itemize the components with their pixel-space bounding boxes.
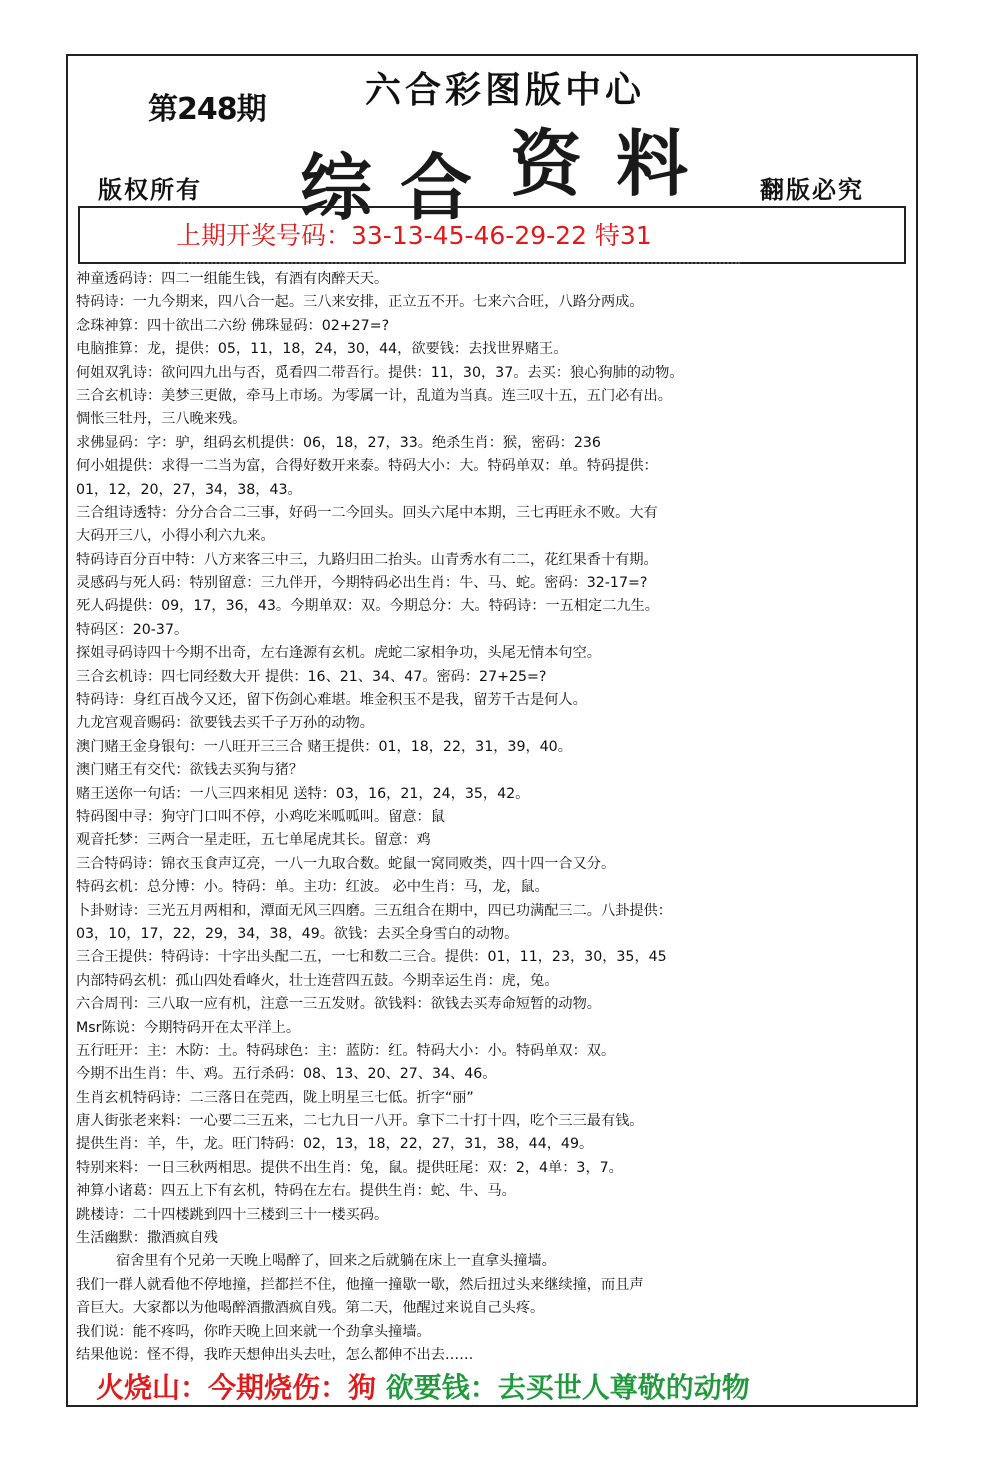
- last-result-text: 上期开奖号码：33-13-45-46-29-22 特31: [176, 221, 652, 250]
- content-line: 电脑推算：龙，提供：05，11，18，24，30，44，欲要钱：去找世界赌王。: [76, 341, 568, 358]
- content-line: 特别来料：一日三秋两相思。提供不出生肖：兔，鼠。提供旺尾：双：2，4单：3，7。: [76, 1159, 623, 1176]
- content-line: 结果他说：怪不得，我昨天想伸出头去吐，怎么都伸不出去……: [76, 1346, 474, 1363]
- piracy-warning-tag: 翻版必究: [760, 175, 864, 204]
- content-line: 唐人街张老来料：一心要二三五来，二七九日一八开。拿下二十打十四，吃个三三最有钱。: [76, 1113, 644, 1130]
- content-line: 音巨大。大家都以为他喝醉酒撒酒疯自残。第二天，他醒过来说自己头疼。: [76, 1300, 545, 1317]
- content-line: 生肖玄机特码诗：二三落日在莞西，陇上明星三七低。折字“丽”: [76, 1089, 474, 1106]
- content-line: 宿舍里有个兄弟一天晚上喝醉了，回来之后就躺在床上一直拿头撞墙。: [116, 1253, 556, 1270]
- content-line: 三合玄机诗：美梦三更做，牵马上市场。为零属一计，乱道为当真。连三叹十五，五门必有出。: [76, 387, 672, 404]
- content-line: 生活幽默：撒酒疯自残: [76, 1230, 218, 1247]
- footer-red-text: 火烧山：今期烧伤：狗: [96, 1371, 377, 1404]
- divider: [180, 262, 740, 266]
- content-line: 特码诗百分百中特：八方来客三中三，九路归田二抬头。山青秀水有二二，花红果香十有期。: [76, 551, 658, 568]
- big-title-char-1: 综: [300, 145, 373, 230]
- big-title-char-2: 合: [400, 145, 473, 230]
- footer-green-text: 欲要钱：去买世人尊敬的动物: [385, 1371, 750, 1404]
- content-line: 求佛显码：字：驴，组码玄机提供：06，18，27，33。绝杀生肖：猴，密码：236: [76, 434, 601, 451]
- content-line: 九龙宫观音赐码：欲要钱去买千子万孙的动物。: [76, 715, 374, 732]
- content-line: 03，10，17，22，29，34，38，49。欲钱：去买全身雪白的动物。: [76, 925, 519, 942]
- content-line: 五行旺开：主：木防：土。特码球色：主：蓝防：红。特码大小：小。特码单双：双。: [76, 1042, 616, 1059]
- content-line: 澳门赌王金身银句：一八旺开三三合 赌王提供：01，18，22，31，39，40。: [76, 738, 572, 755]
- content-line: 死人码提供：09，17，36，43。今期单双：双。今期总分：大。特码诗：一五相定二九生。: [76, 598, 659, 615]
- content-line: 特码玄机：总分博：小。特码：单。主功：红波。 必中生肖：马，龙，鼠。: [76, 879, 549, 896]
- content-line: 01，12，20，27，34，38，43。: [76, 481, 302, 498]
- content-line: 我们说：能不疼吗，你昨天晚上回来就一个劲拿头撞墙。: [76, 1323, 431, 1340]
- content-line: 特码区：20-37。: [76, 621, 189, 638]
- content-line: 跳楼诗：二十四楼跳到四十三楼到三十一楼买码。: [76, 1206, 389, 1223]
- copyright-tag: 版权所有: [98, 175, 202, 204]
- content-line: 三合特码诗：锦衣玉食声辽亮，一八一九取合数。蛇鼠一窝同败类，四十四一合又分。: [76, 855, 616, 872]
- content-line: 灵感码与死人码：特别留意：三九伴开，今期特码必出生肖：牛、马、蛇。密码：32-17=?: [76, 575, 648, 592]
- content-line: 提供生肖：羊，牛，龙。旺门特码：02，13，18，22，27，31，38，44，49。: [76, 1136, 594, 1153]
- content-line: 三合王提供：特码诗：十字出头配二五，一七和数二三合。提供：01，11，23，30，35，45: [76, 949, 667, 966]
- content-line: 大码开三八，小得小利六九来。: [76, 528, 275, 545]
- content-line: 特码诗：一九今期来，四八合一起。三八来安排，正立五不开。七来六合旺，八路分两成。: [76, 294, 644, 311]
- content-body: [76, 268, 912, 1367]
- content-line: 三合组诗透特：分分合合二三事，好码一二今回头。回头六尾中本期，三七再旺永不败。大有: [76, 504, 658, 521]
- big-title-char-3: 资: [510, 121, 583, 206]
- content-line: 卜卦财诗：三光五月两相和，潭面无风三四磨。三五组合在期中，四已功满配三二。八卦提供：: [76, 902, 672, 919]
- content-line: 观音托梦：三两合一星走旺，五七单尾虎其长。留意：鸡: [76, 832, 431, 849]
- content-line: 惆怅三牡丹，三八晚来残。: [76, 411, 247, 428]
- content-line: 内部特码玄机：孤山四处看峰火，壮士连营四五鼓。今期幸运生肖：虎，兔。: [76, 972, 559, 989]
- content-line: 特码诗：身红百战今又还，留下伤剑心难堪。堆金积玉不是我，留芳千古是何人。: [76, 692, 587, 709]
- content-line: 三合玄机诗：四七同经数大开 提供：16、21、34、47。密码：27+25=?: [76, 668, 547, 685]
- content-line: 特码图中寻：狗守门口叫不停，小鸡吃米呱呱叫。留意：鼠: [76, 808, 445, 825]
- content-line: 六合周刊：三八取一应有机，注意一三五发财。欲钱料：欲钱去买寿命短暂的动物。: [76, 996, 601, 1013]
- content-line: 神算小诸葛：四五上下有玄机，特码在左右。提供生肖：蛇、牛、马。: [76, 1183, 516, 1200]
- center-title: 六合彩图版中心: [365, 69, 646, 111]
- content-line: 神童透码诗：四二一组能生钱，有酒有肉醉天天。: [76, 271, 389, 287]
- content-line: 何姐双乳诗：欲问四九出与否，觅看四二带吾行。提供：11，30，37。去买：狼心狗肺的动物。: [76, 364, 684, 381]
- content-line: 念珠神算：四十欲出二六纷 佛珠显码：02+27=?: [76, 317, 390, 334]
- footer-banner: [96, 1366, 750, 1406]
- content-line: Msr陈说：今期特码开在太平洋上。: [76, 1019, 301, 1036]
- big-title-char-4: 料: [616, 121, 689, 206]
- issue-number: 第248期: [148, 92, 266, 127]
- big-title: [300, 112, 720, 230]
- content-line: 澳门赌王有交代：欲钱去买狗与猪？: [76, 762, 304, 779]
- content-line: 何小姐提供：求得一二当为富，合得好数开来泰。特码大小：大。特码单双：单。特码提供：: [76, 458, 658, 475]
- content-line: 赌王送你一句话：一八三四来相见 送特：03，16，21，24，35，42。: [76, 785, 530, 802]
- content-line: 我们一群人就看他不停地撞，拦都拦不住，他撞一撞歇一歇，然后扭过头来继续撞，而且声: [76, 1276, 644, 1293]
- content-line: 今期不出生肖：牛、鸡。五行杀码：08、13、20、27、34、46。: [76, 1066, 497, 1083]
- content-line: 探姐寻码诗四十今期不出奇，左右逢源有玄机。虎蛇二家相争功，头尾无情本句空。: [76, 645, 601, 662]
